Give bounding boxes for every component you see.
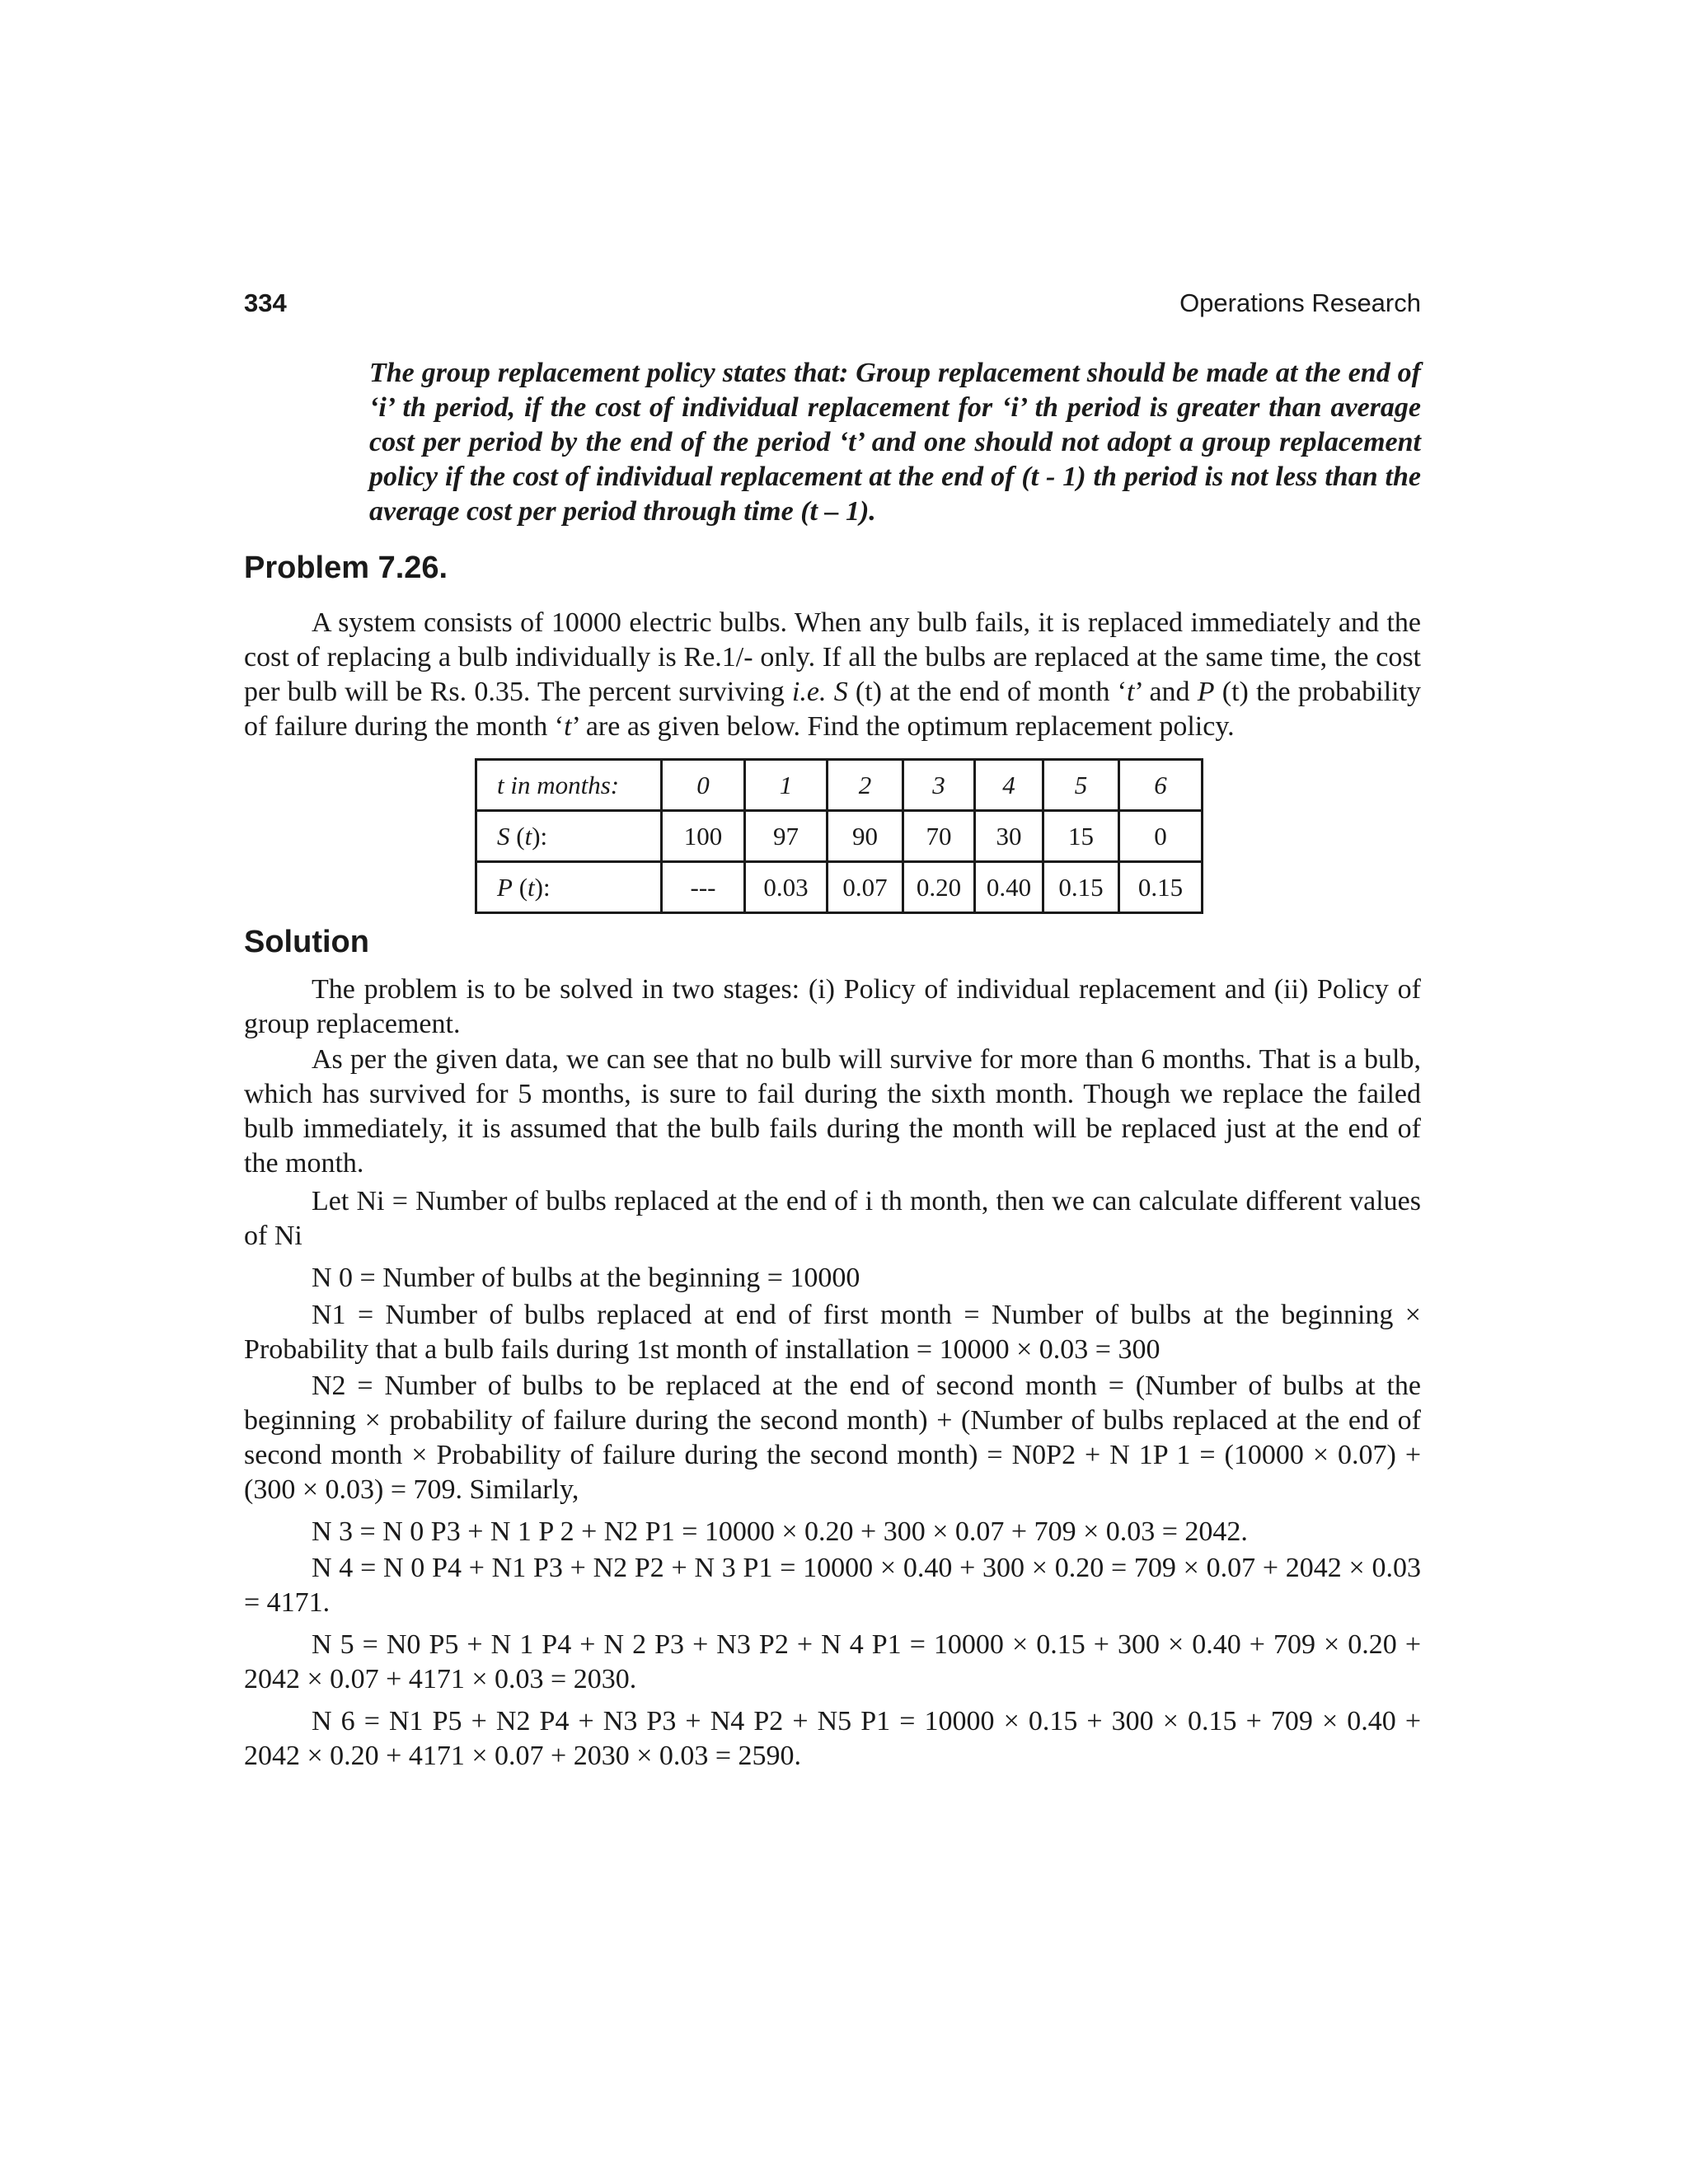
solution-paragraph-2: As per the given data, we can see that no bulb will survive for more than 6 months. That is a bulb, which has survived for 5 months, is sure to fail during the sixth month. Though we replace the failed bulb immediately, it is assumed that the bulb fails during the month will be replaced just at the end of the month. [244, 1044, 1421, 1179]
table-p-5: 0.15 [1043, 862, 1119, 913]
running-head: Operations Research [1179, 288, 1421, 317]
table-s-1: 97 [745, 811, 828, 862]
table-s-2: 90 [828, 811, 903, 862]
table-s-4: 30 [975, 811, 1043, 862]
table-month-5: 5 [1043, 760, 1119, 811]
table-month-4: 4 [975, 760, 1043, 811]
table-s-0: 100 [662, 811, 745, 862]
table-month-1: 1 [745, 760, 828, 811]
table-p-1: 0.03 [745, 862, 828, 913]
table-month-3: 3 [903, 760, 975, 811]
table-p-3: 0.20 [903, 862, 975, 913]
table-row-months [476, 760, 1203, 811]
table-p-0: --- [662, 862, 745, 913]
table-month-0: 0 [662, 760, 745, 811]
solution-paragraph-3: Let Ni = Number of bulbs replaced at the end of i th month, then we can calculate different values of Ni [244, 1186, 1421, 1251]
equation-n3: N 3 = N 0 P3 + N 1 P 2 + N2 P1 = 10000 × 0.20 + 300 × 0.07 + 709 × 0.03 = 2042. [312, 1516, 1248, 1547]
solution-paragraph-1: The problem is to be solved in two stages: (i) Policy of individual replacement and (ii) Policy of group replacement. [244, 974, 1421, 1039]
table-s-5: 15 [1043, 811, 1119, 862]
equation-n1: N1 = Number of bulbs replaced at end of first month = Number of bulbs at the beginning × Probability that a bulb fails during 1st month of installation = 10000 × 0.03 = 300 [244, 1300, 1421, 1365]
equation-n4: N 4 = N 0 P4 + N1 P3 + N2 P2 + N 3 P1 = 10000 × 0.40 + 300 × 0.20 = 709 × 0.07 + 2042 × 0.03 = 4171. [244, 1553, 1421, 1618]
equation-n0: N 0 = Number of bulbs at the beginning = 10000 [312, 1263, 860, 1293]
table-p-6: 0.15 [1119, 862, 1203, 913]
table-p-label: P (t): [476, 862, 662, 913]
policy-note: The group replacement policy states that: Group replacement should be made at the end of ‘i’ th period, if the cost of individual replacement for ‘i’ th period is greater than average cost per period by the end of the period ‘t’ and one should not adopt a group replacement policy if the cost of individual replacement at the end of (t - 1) th period is not less than the average cost per period through time (t – 1). [369, 358, 1421, 527]
problem-statement: A system consists of 10000 electric bulbs. When any bulb fails, it is replaced immediately and the cost of replacing a bulb individually is Re.1/- only. If all the bulbs are replaced at the same time, the cost per bulb will be Rs. 0.35. The percent surviving i.e. S (t) at the end of month ‘t’ and P (t) the probability of failure during the month ‘t’ are as given below. Find the optimum replacement policy. [244, 607, 1422, 742]
table-s-label: S (t): [476, 811, 662, 862]
table-row-probability [476, 862, 1203, 913]
table-row-survival [476, 811, 1203, 862]
equation-n5: N 5 = N0 P5 + N 1 P4 + N 2 P3 + N3 P2 + N 4 P1 = 10000 × 0.15 + 300 × 0.40 + 709 × 0.20 + 2042 × 0.07 + 4171 × 0.03 = 2030. [244, 1629, 1421, 1694]
table-s-3: 70 [903, 811, 975, 862]
table-p-2: 0.07 [828, 862, 903, 913]
equation-n2: N2 = Number of bulbs to be replaced at the end of second month = (Number of bulbs at the beginning × probability of failure during the second month) + (Number of bulbs replaced at the end of second month × Probability of failure during the second month) = N0P2 + N 1P 1 = (10000 × 0.07) + (300 × 0.03) = 709. Similarly, [244, 1371, 1421, 1505]
table-month-2: 2 [828, 760, 903, 811]
problem-heading: Problem 7.26. [244, 551, 448, 585]
table-month-6: 6 [1119, 760, 1203, 811]
survival-table [475, 758, 1203, 914]
page-number: 334 [244, 288, 287, 317]
table-header-label: t in months: [476, 760, 662, 811]
equation-n6: N 6 = N1 P5 + N2 P4 + N3 P3 + N4 P2 + N5 P1 = 10000 × 0.15 + 300 × 0.15 + 709 × 0.40 + 2042 × 0.20 + 4171 × 0.07 + 2030 × 0.03 = 2590. [244, 1706, 1421, 1771]
table-p-4: 0.40 [975, 862, 1043, 913]
solution-heading: Solution [244, 925, 369, 959]
table-s-6: 0 [1119, 811, 1203, 862]
